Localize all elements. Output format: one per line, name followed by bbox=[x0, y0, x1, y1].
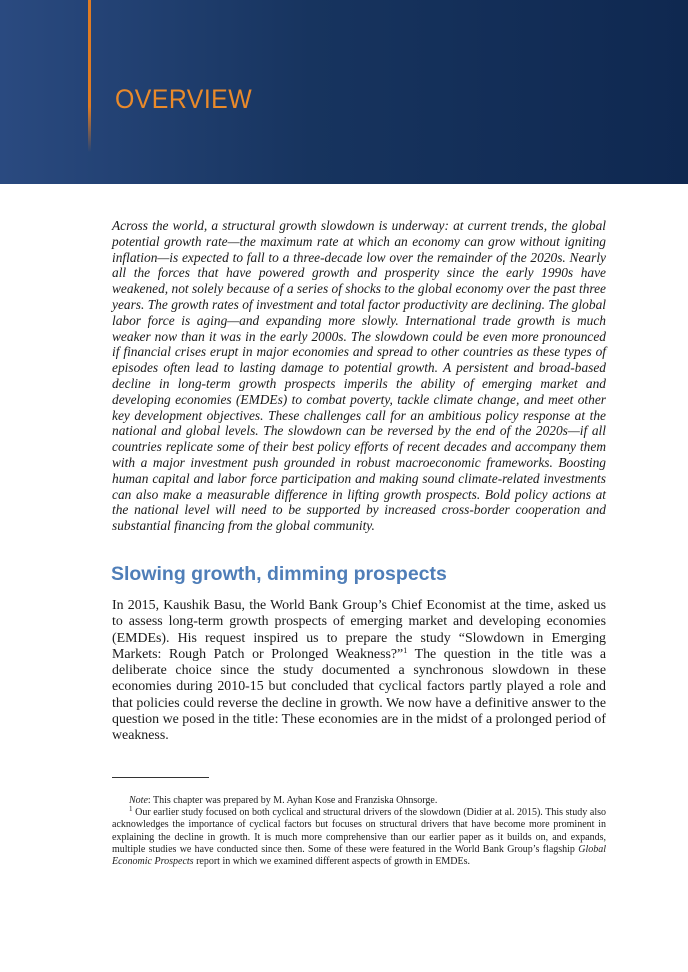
intro-paragraph: Across the world, a structural growth slowdown is underway: at current trends, the global potential growth rate—the maximum rate at which an economy can grow without igniting inflation—is expected to fall to a three-decade low over the remainder of the 2020s. Nearly all the forces that have powered growth and prosperity since the early 1990s have weakened, not solely because of a series of shocks to the global economy over the past three years. The growth rates of investment and total factor productivity are declining. The global labor force is aging—and expanding more slowly. International trade growth is much weaker now than it was in the early 2000s. The slowdown could be even more pronounced if financial crises erupt in major economies and spread to other countries as these types of episodes often lead to lasting damage to potential growth. A persistent and broad-based decline in long-term growth prospects imperils the ability of emerging market and developing economies (EMDEs) to combat poverty, tackle climate change, and meet other key development objectives. These challenges call for an ambitious policy response at the national and global levels. The slowdown can be reversed by the end of the 2020s—if all countries replicate some of their best policy efforts of recent decades and accompany them with a major investment push grounded in robust macroeconomic frameworks. Boosting human capital and labor force participation and making sound climate-related investments can also make a measurable difference in lifting growth prospects. Bold policy actions at the national level will need to be supported by increased cross-border cooperation and substantial financing from the global community. bbox=[112, 218, 606, 534]
banner-accent-rule bbox=[88, 0, 91, 152]
footnote-1-publication-title: Global Economic Prospects bbox=[112, 843, 606, 868]
footnote-reference-1[interactable]: 1 bbox=[403, 645, 408, 655]
chapter-banner bbox=[0, 0, 688, 184]
chapter-title: OVERVIEW bbox=[115, 84, 253, 114]
note-text: : This chapter was prepared by M. Ayhan Kose and Franziska Ohnsorge. bbox=[147, 795, 438, 806]
footnote-separator bbox=[112, 777, 209, 778]
footnote-1 bbox=[112, 807, 606, 868]
footnotes bbox=[112, 795, 606, 868]
note-label: Note bbox=[129, 795, 148, 806]
section-heading: Slowing growth, dimming prospects bbox=[111, 563, 447, 585]
footnote-1-text-end: report in which we examined different aspects of growth in EMDEs. bbox=[193, 856, 470, 868]
footnote-1-marker: 1 bbox=[129, 805, 133, 814]
body-paragraph-part1: In 2015, Kaushik Basu, the World Bank Group’s Chief Economist at the time, asked us to assess long-term growth prospects of emerging market and developing economies (EMDEs). His request inspired us to prepare the study “Slowdown in Emerging Markets: Rough Patch or Prolonged Weakness?” bbox=[112, 598, 606, 662]
footnote-1-text: Our earlier study focused on both cyclical and structural drivers of the slowdown (Didier at al. 2015). This study also acknowledges the importance of cyclical factors but focuses on structural drivers that have become more prominent in explaining the decline in growth. It is much more comprehensive than our earlier paper as it builds on, and expands, multiple studies we have conducted since then. Some of these were featured in the World Bank Group’s flagship bbox=[112, 807, 606, 855]
chapter-note bbox=[112, 795, 606, 807]
body-paragraph-part2: The question in the title was a deliberate choice since the study documented a synchronous slowdown in these economies during 2010-15 but concluded that cyclical factors partly played a role and that policies could reverse the decline in growth. We now have a definitive answer to the question we posed in the title: These economies are in the midst of a prolonged period of weakness. bbox=[112, 646, 606, 744]
body-paragraph bbox=[112, 598, 606, 745]
